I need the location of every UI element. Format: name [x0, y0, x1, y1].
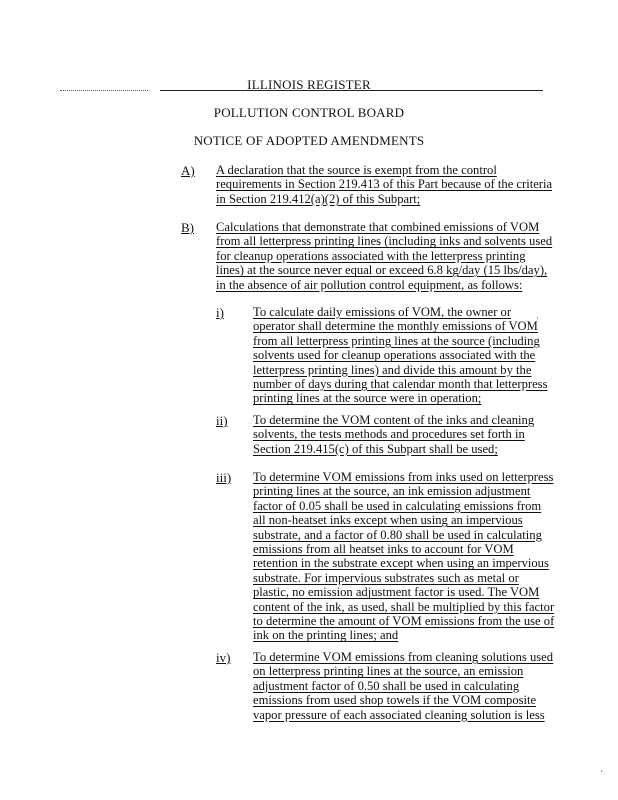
text-line: factor of 0.05 shall be used in calculating emissions from — [253, 498, 542, 513]
subitem-text-iv — [253, 650, 553, 722]
text-line: number of days during that calendar month that letterpress — [253, 377, 548, 392]
item-label-b: B) — [181, 220, 194, 235]
text-line: Calculations that demonstrate that combined emissions of VOM — [216, 220, 540, 234]
scan-speck: · — [600, 766, 603, 776]
subitem-label-i: i) — [216, 305, 224, 320]
text-line: To determine the VOM content of the inks and cleaning — [253, 413, 535, 427]
item-text-a — [216, 163, 552, 206]
text-line: emissions from used shop towels if the VOM composite — [253, 693, 537, 708]
text-line: to determine the amount of VOM emissions from the use of — [253, 614, 555, 629]
text-line: To determine VOM emissions from cleaning solutions used — [253, 650, 554, 664]
text-line: Section 219.415(c) of this Subpart shall be used; — [253, 441, 498, 456]
text-line: all non-heatset inks except when using an impervious — [253, 513, 523, 528]
text-line: adjustment factor of 0.50 shall be used in calculating — [253, 678, 520, 693]
register-title: ILLINOIS REGISTER — [247, 77, 371, 92]
text-line: operator shall determine the monthly emissions of VOM — [253, 319, 538, 334]
text-line: emissions from all heatset inks to account for VOM — [253, 542, 514, 557]
subitem-label-ii: ii) — [216, 413, 228, 428]
board-name: POLLUTION CONTROL BOARD — [213, 105, 405, 120]
text-line: on letterpress printing lines at the source, an emission — [253, 664, 524, 679]
text-line: for cleanup operations associated with the letterpress printing — [216, 248, 526, 263]
text-line: from all letterpress printing lines at the source (including — [253, 333, 540, 348]
subitem-label-iv: iv) — [216, 650, 231, 665]
text-line: plastic, no emission adjustment factor is used. The VOM — [253, 585, 540, 600]
text-line: substrate, and a factor of 0.80 shall be used in calculating — [253, 527, 542, 542]
item-text-b — [216, 220, 552, 292]
subitem-label-iii: iii) — [216, 470, 232, 485]
subitem-text-ii — [253, 413, 534, 456]
text-line: ink on the printing lines; and — [253, 628, 399, 643]
text-line: A declaration that the source is exempt from the control — [216, 163, 497, 177]
text-line: solvents, the tests methods and procedures set forth in — [253, 427, 525, 442]
text-line: To calculate daily emissions of VOM, the owner or — [253, 305, 512, 319]
notice-title: NOTICE OF ADOPTED AMENDMENTS — [193, 133, 425, 148]
text-line: from all letterpress printing lines (including inks and solvents used — [216, 234, 553, 249]
text-line: requirements in Section 219.413 of this Part because of the criteria — [216, 177, 553, 192]
subitem-text-iii — [253, 470, 554, 643]
text-line: vapor pressure of each associated cleaning solution is less — [253, 707, 545, 722]
text-line: printing lines at the source were in operation; — [253, 391, 482, 406]
text-line: letterpress printing lines) and divide this amount by the — [253, 362, 532, 377]
scan-speck: · — [536, 313, 539, 323]
text-line: lines) at the source never equal or exceed 6.8 kg/day (15 lbs/day), — [216, 263, 548, 278]
text-line: solvents used for cleanup operations associated with the — [253, 348, 536, 363]
text-line: substrate. For impervious substrates such as metal or — [253, 570, 519, 585]
text-line: retention in the substrate except when using an impervious — [253, 556, 549, 571]
item-label-a: A) — [181, 163, 195, 178]
text-line: in the absence of air pollution control equipment, as follows: — [216, 277, 523, 292]
text-line: in Section 219.412(a)(2) of this Subpart; — [216, 191, 421, 206]
text-line: To determine VOM emissions from inks used on letterpress — [253, 470, 554, 484]
text-line: printing lines at the source, an ink emission adjustment — [253, 484, 531, 499]
subitem-text-i — [253, 305, 547, 406]
text-line: content of the ink, as used, shall be multiplied by this factor — [253, 599, 555, 614]
